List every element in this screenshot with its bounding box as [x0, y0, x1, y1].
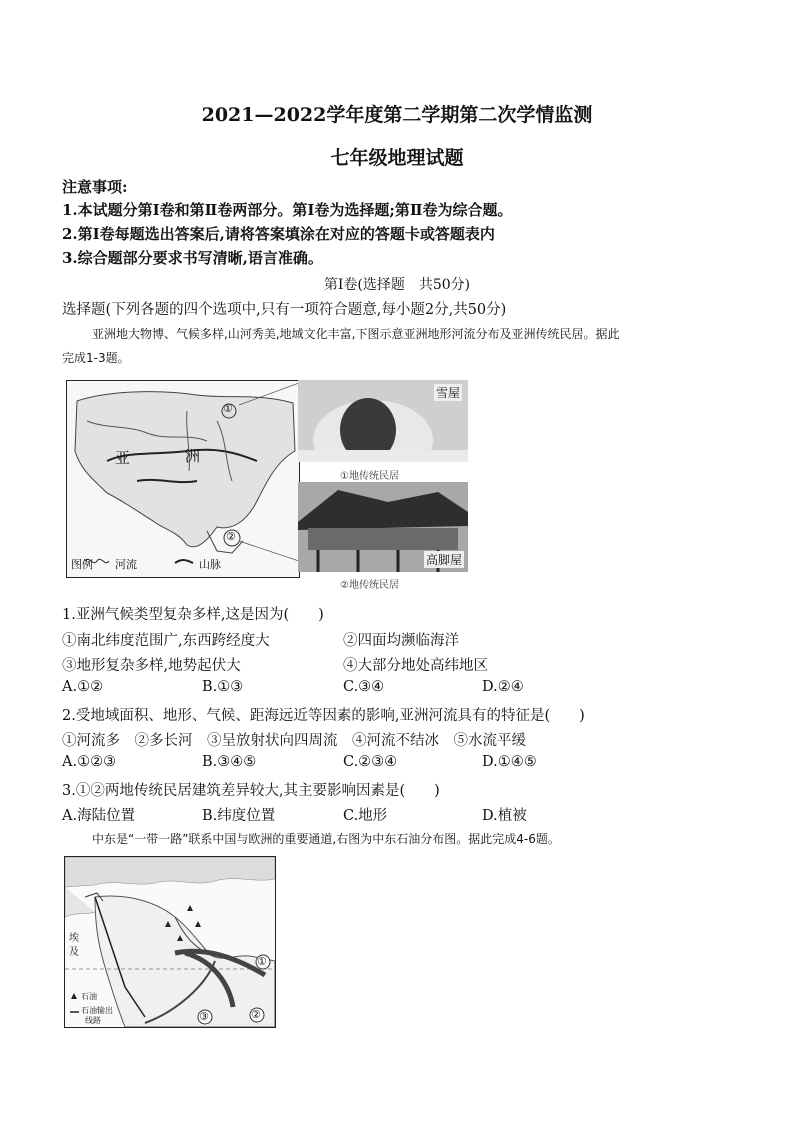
q1-option-a[interactable]: A.①② — [62, 679, 104, 695]
stilt-house-label: 高脚屋 — [425, 553, 462, 567]
photo1-caption: ①地传统民居 — [340, 471, 399, 482]
q1-option-b[interactable]: B.①③ — [202, 679, 244, 695]
q3-stem: 3.①②两地传统民居建筑差异较大,其主要影响因素是( ) — [62, 783, 440, 799]
q3-option-a[interactable]: A.海陆位置 — [62, 808, 136, 824]
legend-route-2: 线路 — [85, 1016, 101, 1025]
notice-item-1: 1.本试题分第Ⅰ卷和第Ⅱ卷两部分。第Ⅰ卷为选择题;第Ⅱ卷为综合题。 — [62, 201, 513, 219]
intro1-line1: 亚洲地大物博、气候多样,山河秀美,地域文化丰富,下图示意亚洲地形河流分布及亚洲传统民居。据此 — [92, 327, 620, 341]
intro1-line2: 完成1-3题。 — [62, 351, 130, 365]
photo2-caption: ②地传统民居 — [340, 580, 399, 591]
q1-statement-2: ②四面均濒临海洋 — [343, 633, 459, 649]
asia-map-drawing — [67, 381, 299, 577]
map-label-asia-1: 亚 — [115, 449, 131, 467]
route-marker-3: ③ — [199, 1010, 209, 1023]
q2-statements: ①河流多 ②多长河 ③呈放射状向四周流 ④河流不结冰 ⑤水流平缓 — [62, 733, 526, 749]
q1-statement-1: ①南北纬度范围广,东西跨经度大 — [62, 633, 270, 649]
asia-map-figure — [66, 380, 300, 578]
q1-statement-3: ③地形复杂多样,地势起伏大 — [62, 658, 241, 674]
label-egypt-1: 埃 — [69, 933, 79, 944]
map-marker-1: ① — [223, 402, 233, 415]
q2-option-a[interactable]: A.①②③ — [62, 754, 117, 770]
part1-title: 第Ⅰ卷(选择题 共50分) — [323, 277, 471, 293]
q2-option-d[interactable]: D.①④⑤ — [482, 754, 537, 770]
map-label-asia-2: 洲 — [185, 447, 201, 465]
stilt-house-photo — [298, 482, 468, 572]
q1-option-c[interactable]: C.③④ — [343, 679, 385, 695]
legend-oil: 石油 — [81, 992, 97, 1001]
snow-house-photo — [298, 380, 468, 462]
map-marker-2: ② — [226, 530, 236, 543]
notice-item-3: 3.综合题部分要求书写清晰,语言准确。 — [62, 249, 323, 267]
snow-house-label: 雪屋 — [435, 386, 460, 400]
q2-option-c[interactable]: C.②③④ — [343, 754, 398, 770]
q2-stem: 2.受地域面积、地形、气候、距海远近等因素的影响,亚洲河流具有的特征是( ) — [62, 708, 585, 724]
route-marker-2: ② — [251, 1008, 261, 1021]
q3-option-b[interactable]: B.纬度位置 — [202, 808, 276, 824]
legend-mountain: 山脉 — [199, 558, 221, 571]
route-marker-1: ① — [257, 955, 267, 968]
notice-item-2: 2.第Ⅰ卷每题选出答案后,请将答案填涂在对应的答题卡或答题表内 — [62, 225, 495, 243]
middle-east-oil-map — [64, 856, 276, 1028]
legend-route-1: 石油输出 — [81, 1006, 113, 1015]
notice-heading: 注意事项: — [62, 178, 128, 196]
label-egypt-2: 及 — [69, 947, 79, 958]
exam-title: 2021—2022学年度第二学期第二次学情监测 — [201, 104, 593, 126]
q1-stem: 1.亚洲气候类型复杂多样,这是因为( ) — [62, 607, 324, 623]
q1-statement-4: ④大部分地处高纬地区 — [343, 658, 488, 674]
q1-option-d[interactable]: D.②④ — [482, 679, 524, 695]
q3-option-d[interactable]: D.植被 — [482, 808, 527, 824]
legend-prefix: 图例 — [71, 558, 93, 571]
intro2: 中东是“一带一路”联系中国与欧洲的重要通道,右图为中东石油分布图。据此完成4-6题。 — [92, 832, 560, 846]
part1-instruction: 选择题(下列各题的四个选项中,只有一项符合题意,每小题2分,共50分) — [62, 302, 507, 318]
q2-option-b[interactable]: B.③④⑤ — [202, 754, 257, 770]
legend-river: 河流 — [115, 558, 137, 571]
exam-subtitle: 七年级地理试题 — [330, 147, 464, 169]
q3-option-c[interactable]: C.地形 — [343, 808, 388, 824]
